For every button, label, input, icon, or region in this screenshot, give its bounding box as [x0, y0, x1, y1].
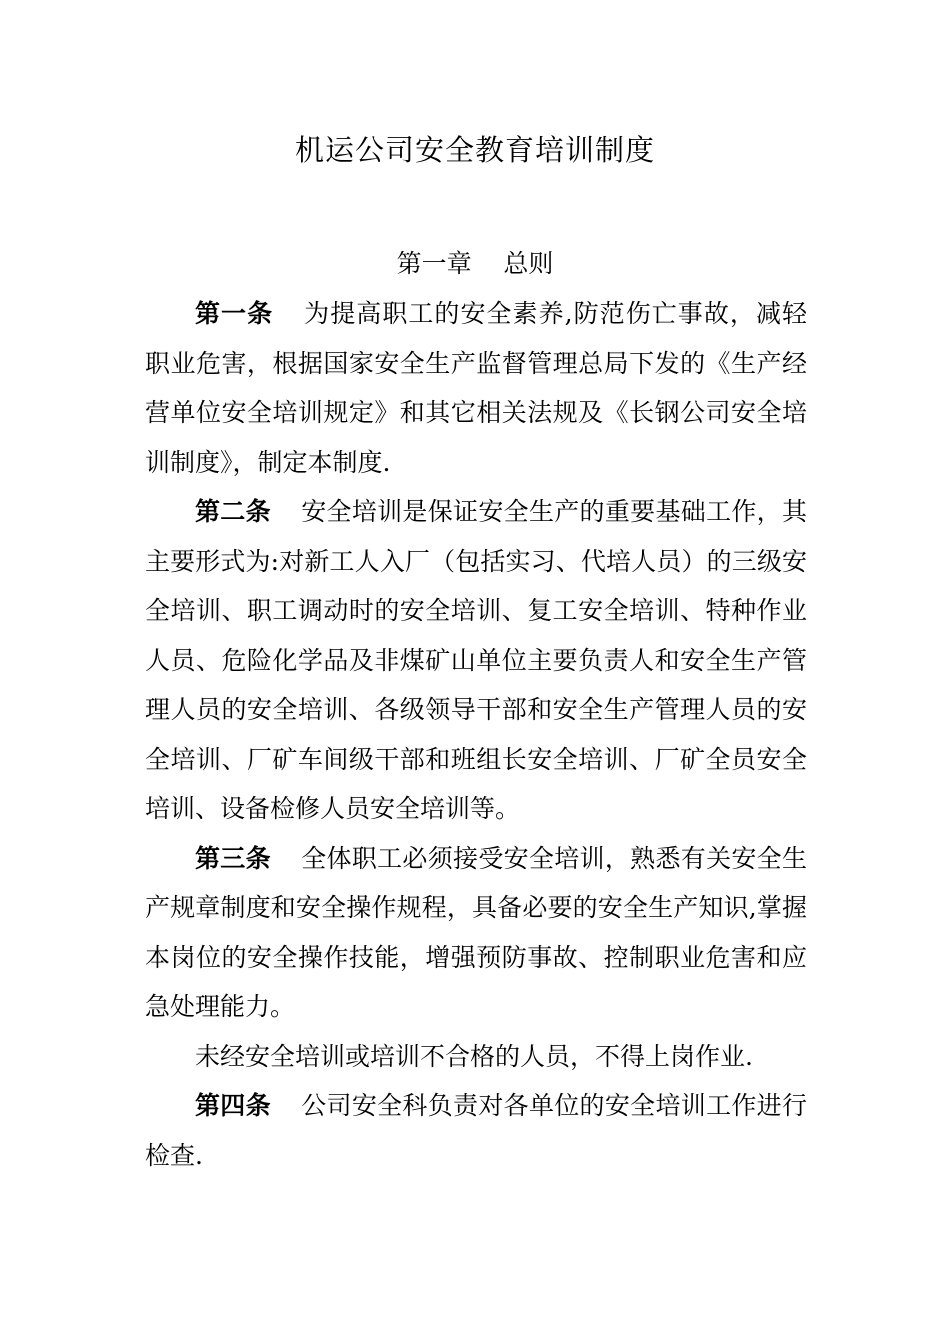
article-2	[145, 487, 807, 834]
article-label: 第四条	[195, 1091, 271, 1120]
document-title: 机运公司安全教育培训制度	[294, 133, 655, 167]
article-text: 为提高职工的安全素养,防范伤亡事故，减轻职业危害，根据国家安全生产监督管理总局下发的《生产经营单位安全培训规定》和其它相关法规及《长钢公司安全培训制度》，制定本制度.	[145, 299, 807, 477]
article-3	[145, 834, 807, 1032]
article-label: 第三条	[195, 843, 271, 873]
article-text: 安全培训是保证安全生产的重要基础工作，其主要形式为:对新工人入厂（包括实习、代培人员）的三级安全培训、职工调动时的安全培训、复工安全培训、特种作业人员、危险化学品及非煤矿山单位主要负责人和安全生产管理人员的安全培训、各级领导干部和安全生产管理人员的安全培训、厂矿车间级干部和班组长安全培训、厂矿全员安全培训、设备检修人员安全培训等。	[145, 497, 807, 823]
article-label: 第二条	[195, 497, 271, 526]
article-3-note	[145, 1032, 807, 1082]
article-label: 第一条	[195, 299, 274, 328]
article-text: 全体职工必须接受安全培训，熟悉有关安全生产规章制度和安全操作规程，具备必要的安全生产知识,掌握本岗位的安全操作技能，增强预防事故、控制职业危害和应急处理能力。	[145, 843, 807, 1021]
article-4	[145, 1081, 807, 1180]
chapter-heading: 第一章 总则	[396, 249, 554, 278]
article-text: 公司安全科负责对各单位的安全培训工作进行检查.	[145, 1091, 807, 1170]
document-body	[145, 289, 807, 1180]
article-text: 未经安全培训或培训不合格的人员，不得上岗作业.	[195, 1041, 753, 1071]
article-1	[145, 289, 807, 487]
